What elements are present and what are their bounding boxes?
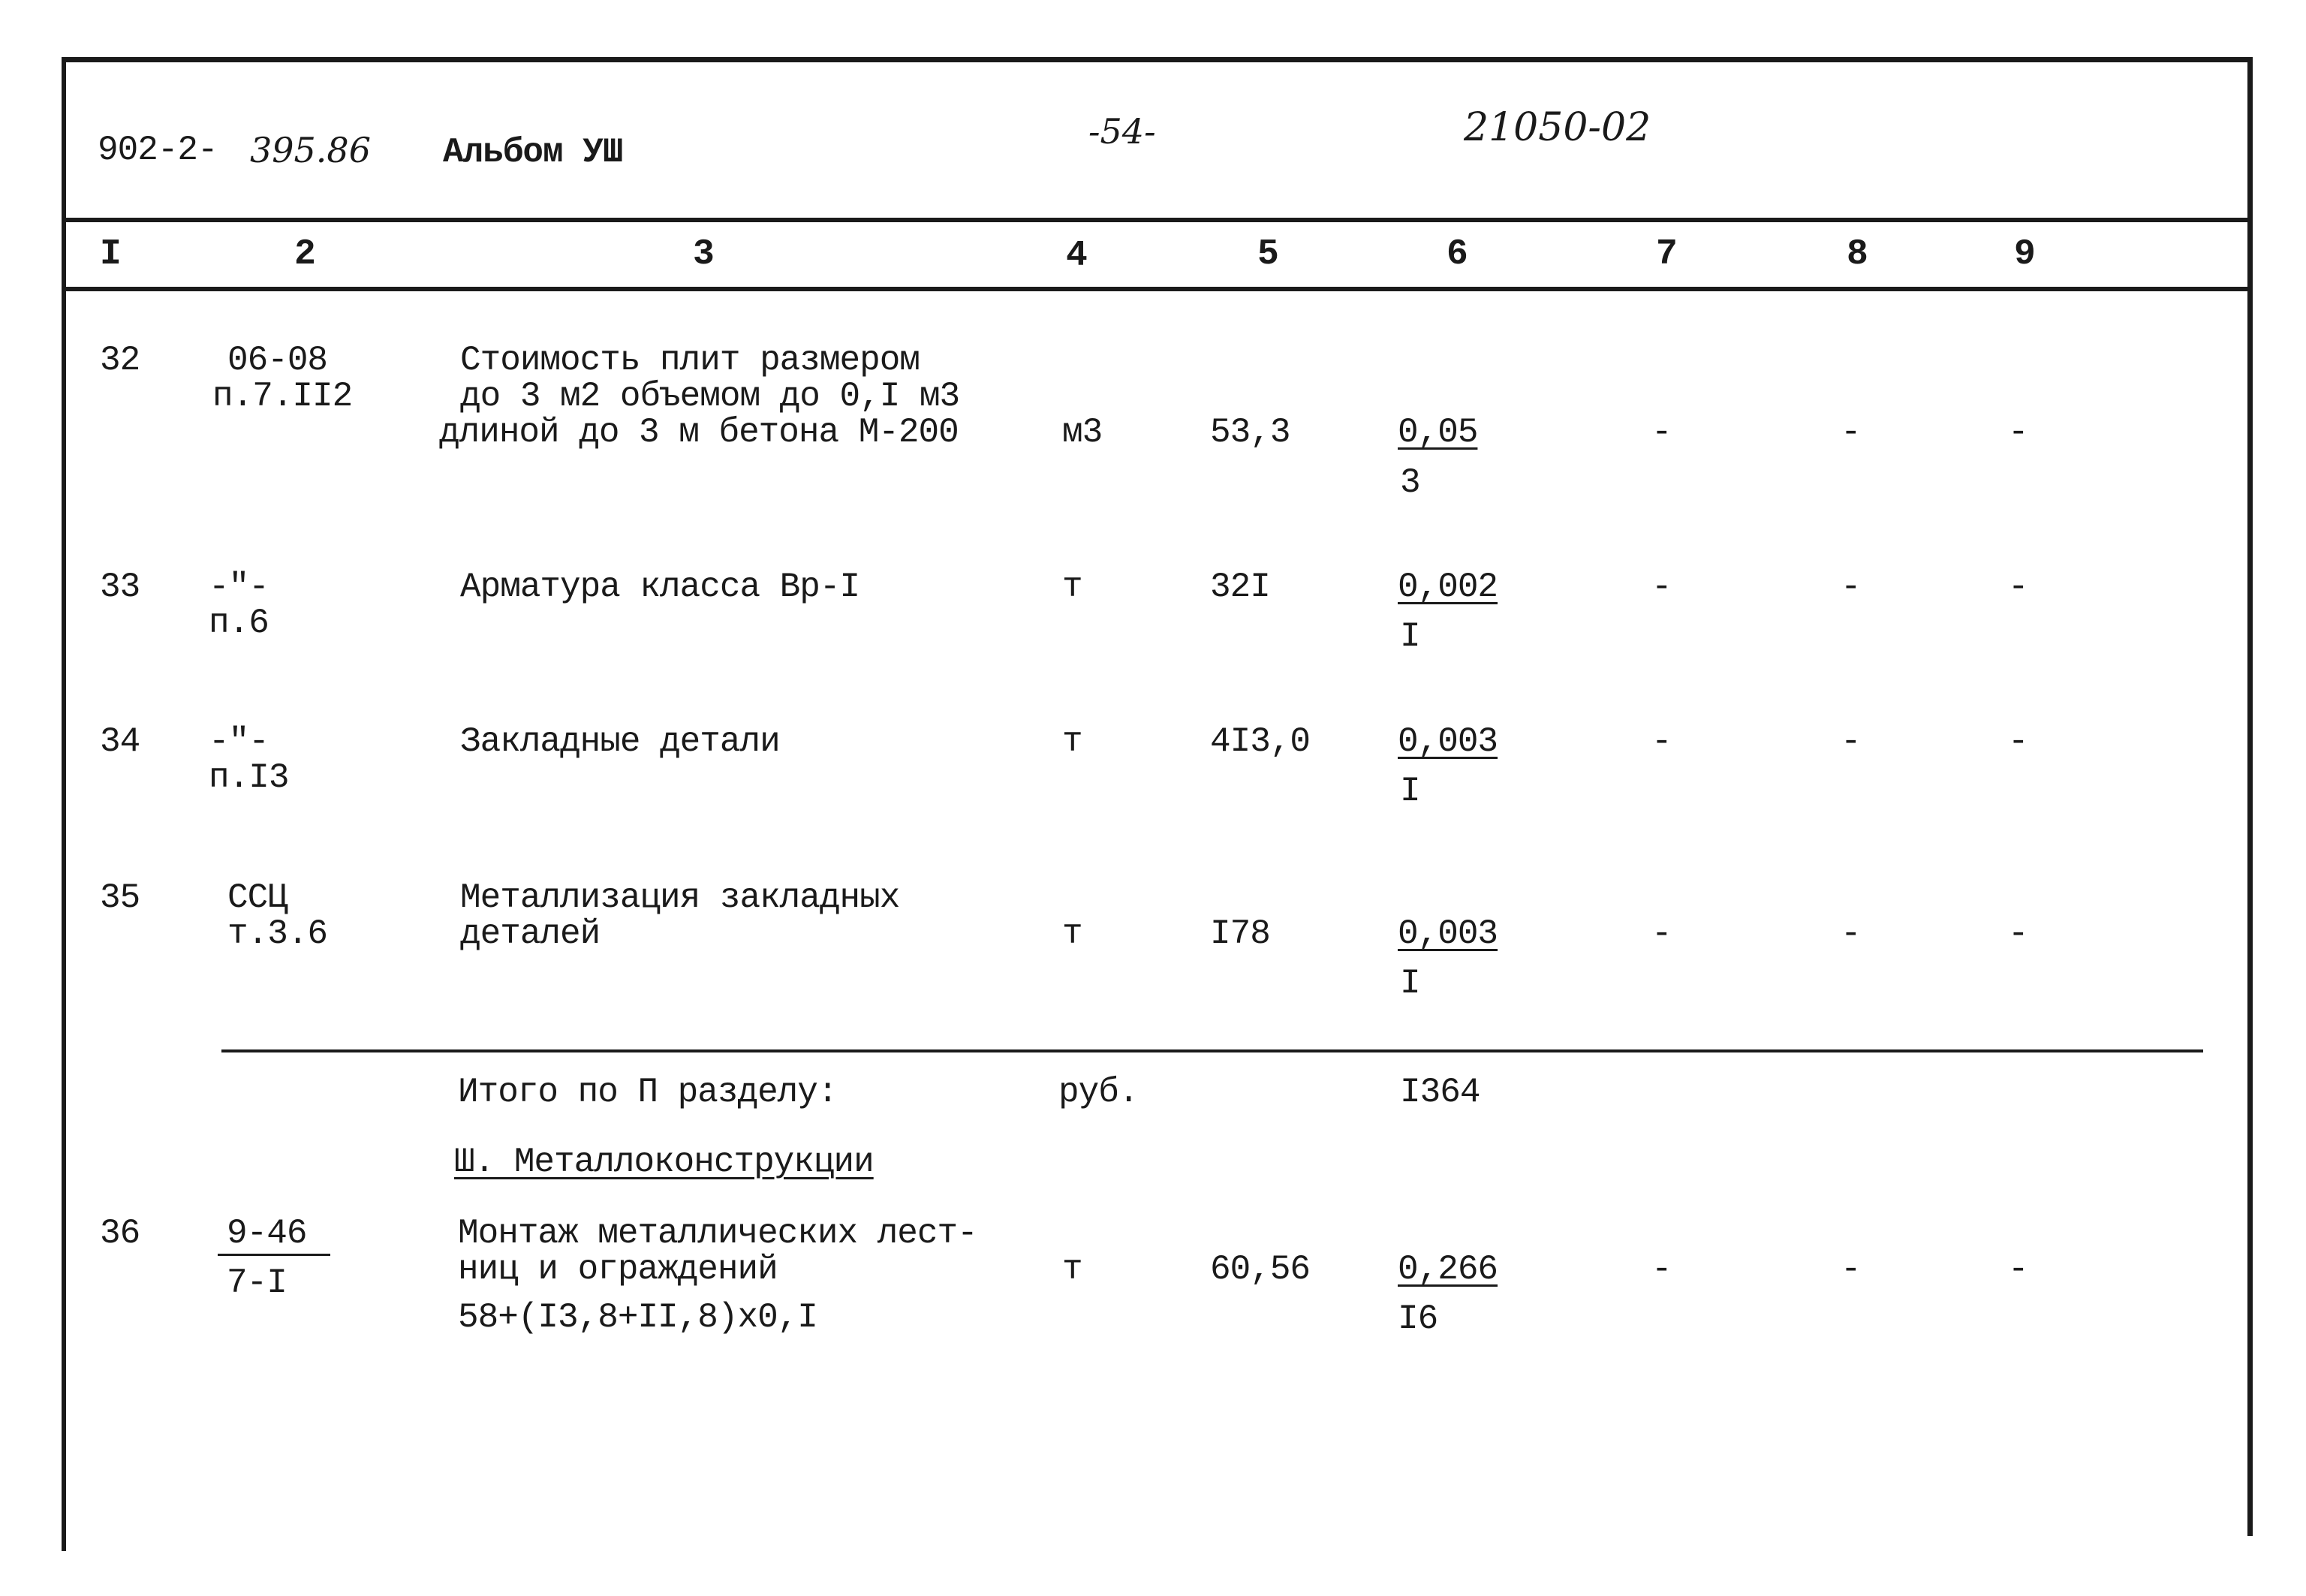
frame-top-border bbox=[62, 57, 2252, 62]
column-header-separator bbox=[66, 287, 2250, 291]
total-unit: руб. bbox=[1058, 1073, 1139, 1112]
row-reference-item: п.6 bbox=[209, 604, 269, 643]
row-quantity: 0,002 bbox=[1398, 568, 1498, 607]
album-title: Альбом УШ bbox=[443, 133, 623, 172]
row-col8: - bbox=[1841, 1250, 1861, 1289]
reference-fraction-line bbox=[218, 1254, 330, 1256]
row-col9: - bbox=[2008, 914, 2028, 953]
row-number: 34 bbox=[100, 722, 140, 761]
row-description: Металлизация закладных bbox=[460, 878, 900, 917]
code-suffix: 395.86 bbox=[250, 130, 371, 170]
row-col7: - bbox=[1651, 914, 1672, 953]
row-description: Арматура класса Вр-I bbox=[460, 568, 860, 607]
total-separator bbox=[221, 1049, 2203, 1052]
doc-number: 21050-02 bbox=[1464, 105, 1651, 150]
row-description: деталей bbox=[460, 914, 601, 953]
column-header-6: 6 bbox=[1447, 234, 1468, 275]
total-value: I364 bbox=[1400, 1073, 1480, 1112]
row-description: Стоимость плит размером bbox=[460, 341, 920, 380]
column-header-2: 2 bbox=[294, 234, 316, 275]
header-separator bbox=[66, 218, 2250, 222]
row-formula: 58+(I3,8+II,8)x0,I bbox=[458, 1298, 817, 1337]
code-prefix: 902-2- bbox=[98, 131, 218, 170]
row-col9: - bbox=[2008, 722, 2028, 761]
row-col8: - bbox=[1841, 568, 1861, 607]
row-reference: 9-46 bbox=[227, 1214, 307, 1253]
row-quantity-total: 3 bbox=[1400, 463, 1420, 502]
column-header-1: I bbox=[100, 234, 122, 275]
row-quantity: 0,266 bbox=[1398, 1250, 1498, 1289]
row-description: Монтаж металлических лест- bbox=[458, 1214, 977, 1253]
column-header-3: 3 bbox=[693, 234, 715, 275]
page-number: -54- bbox=[1088, 111, 1156, 152]
row-unit: т bbox=[1062, 1250, 1082, 1289]
row-col9: - bbox=[2008, 1250, 2028, 1289]
row-price: 32I bbox=[1210, 568, 1270, 607]
row-quantity-total: I6 bbox=[1398, 1299, 1438, 1339]
row-reference: -"- bbox=[209, 568, 269, 607]
row-reference: -"- bbox=[209, 722, 269, 761]
row-unit: т bbox=[1062, 914, 1082, 953]
row-number: 36 bbox=[100, 1214, 140, 1253]
row-quantity-total: I bbox=[1400, 772, 1420, 811]
row-reference: 06-08 bbox=[227, 341, 328, 380]
row-reference-item: п.7.II2 bbox=[212, 377, 353, 416]
row-quantity: 0,05 bbox=[1398, 413, 1478, 452]
row-reference-item: т.3.6 bbox=[227, 914, 328, 953]
row-quantity-total: I bbox=[1400, 964, 1420, 1003]
row-quantity: 0,003 bbox=[1398, 722, 1498, 761]
row-col7: - bbox=[1651, 413, 1672, 452]
frame-right-border bbox=[2247, 57, 2253, 1536]
column-header-4: 4 bbox=[1066, 236, 1088, 276]
row-description: ниц и ограждений bbox=[458, 1250, 778, 1289]
row-unit: т bbox=[1062, 722, 1082, 761]
row-description: до 3 м2 объемом до 0,I м3 bbox=[460, 377, 960, 416]
row-col7: - bbox=[1651, 568, 1672, 607]
column-header-9: 9 bbox=[2014, 234, 2036, 275]
row-description: Закладные детали bbox=[460, 722, 780, 761]
row-col9: - bbox=[2008, 413, 2028, 452]
row-col8: - bbox=[1841, 722, 1861, 761]
row-quantity: 0,003 bbox=[1398, 914, 1498, 953]
row-col8: - bbox=[1841, 914, 1861, 953]
row-reference-item: п.I3 bbox=[209, 758, 289, 797]
row-col8: - bbox=[1841, 413, 1861, 452]
row-col9: - bbox=[2008, 568, 2028, 607]
row-unit: т bbox=[1062, 568, 1082, 607]
row-reference: ССЦ bbox=[227, 878, 287, 917]
row-reference-item: 7-I bbox=[227, 1263, 287, 1302]
frame-left-border bbox=[62, 57, 66, 1551]
column-header-8: 8 bbox=[1847, 234, 1868, 275]
row-col7: - bbox=[1651, 722, 1672, 761]
total-label: Итого по П разделу: bbox=[458, 1073, 838, 1112]
row-number: 33 bbox=[100, 568, 140, 607]
row-price: I78 bbox=[1210, 914, 1270, 953]
column-header-7: 7 bbox=[1656, 234, 1678, 275]
row-col7: - bbox=[1651, 1250, 1672, 1289]
row-unit: м3 bbox=[1062, 413, 1103, 452]
row-description: длиной до 3 м бетона М-200 bbox=[439, 413, 959, 452]
row-number: 35 bbox=[100, 878, 140, 917]
row-number: 32 bbox=[100, 341, 140, 380]
row-price: 4I3,0 bbox=[1210, 722, 1311, 761]
section-heading: Ш. Металлоконструкции bbox=[454, 1143, 874, 1182]
row-price: 53,3 bbox=[1210, 413, 1290, 452]
column-header-5: 5 bbox=[1257, 234, 1279, 275]
row-price: 60,56 bbox=[1210, 1250, 1311, 1289]
row-quantity-total: I bbox=[1400, 617, 1420, 656]
